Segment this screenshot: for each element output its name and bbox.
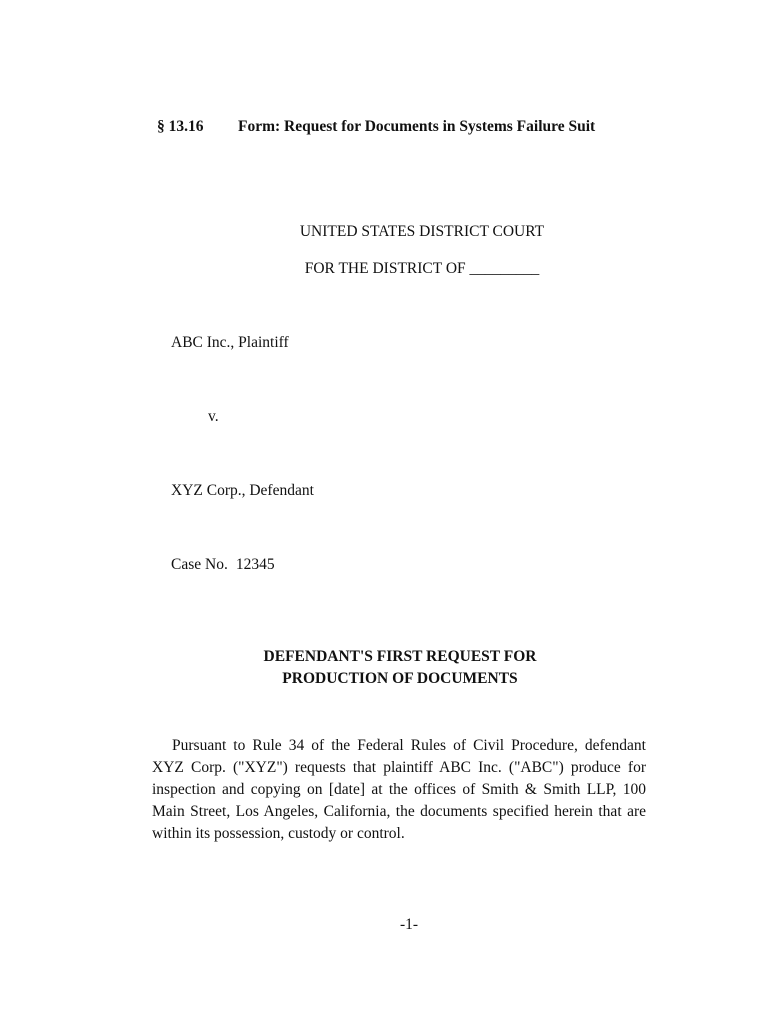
document-title-line2: PRODUCTION OF DOCUMENTS [282,670,518,687]
case-number-label: Case No. [171,556,228,573]
court-district: FOR THE DISTRICT OF _________ [304,260,540,277]
document-title-line1: DEFENDANT'S FIRST REQUEST FOR [263,648,537,665]
case-number-line [171,556,275,574]
section-number: § 13.16 [157,118,204,135]
body-paragraph: Pursuant to Rule 34 of the Federal Rules of Civil Procedure, defendant XYZ Corp. ("XYZ") requests that plaintiff ABC Inc. ("ABC") produce for inspection and copying on [date] at the offices of Smith & Smith LLP, 100 Main Street, Los Angeles, California, the documents specified herein that are within its possession, custody or control. [152,737,646,842]
versus-label: v. [208,408,219,425]
case-number-value: 12345 [235,556,275,573]
section-title: Form: Request for Documents in Systems Failure Suit [238,118,596,135]
defendant-name: XYZ Corp., Defendant [171,482,314,499]
court-name: UNITED STATES DISTRICT COURT [299,223,545,240]
page-number: -1- [399,916,419,933]
document-title [0,646,770,690]
section-heading [157,118,595,136]
plaintiff-name: ABC Inc., Plaintiff [171,334,289,351]
